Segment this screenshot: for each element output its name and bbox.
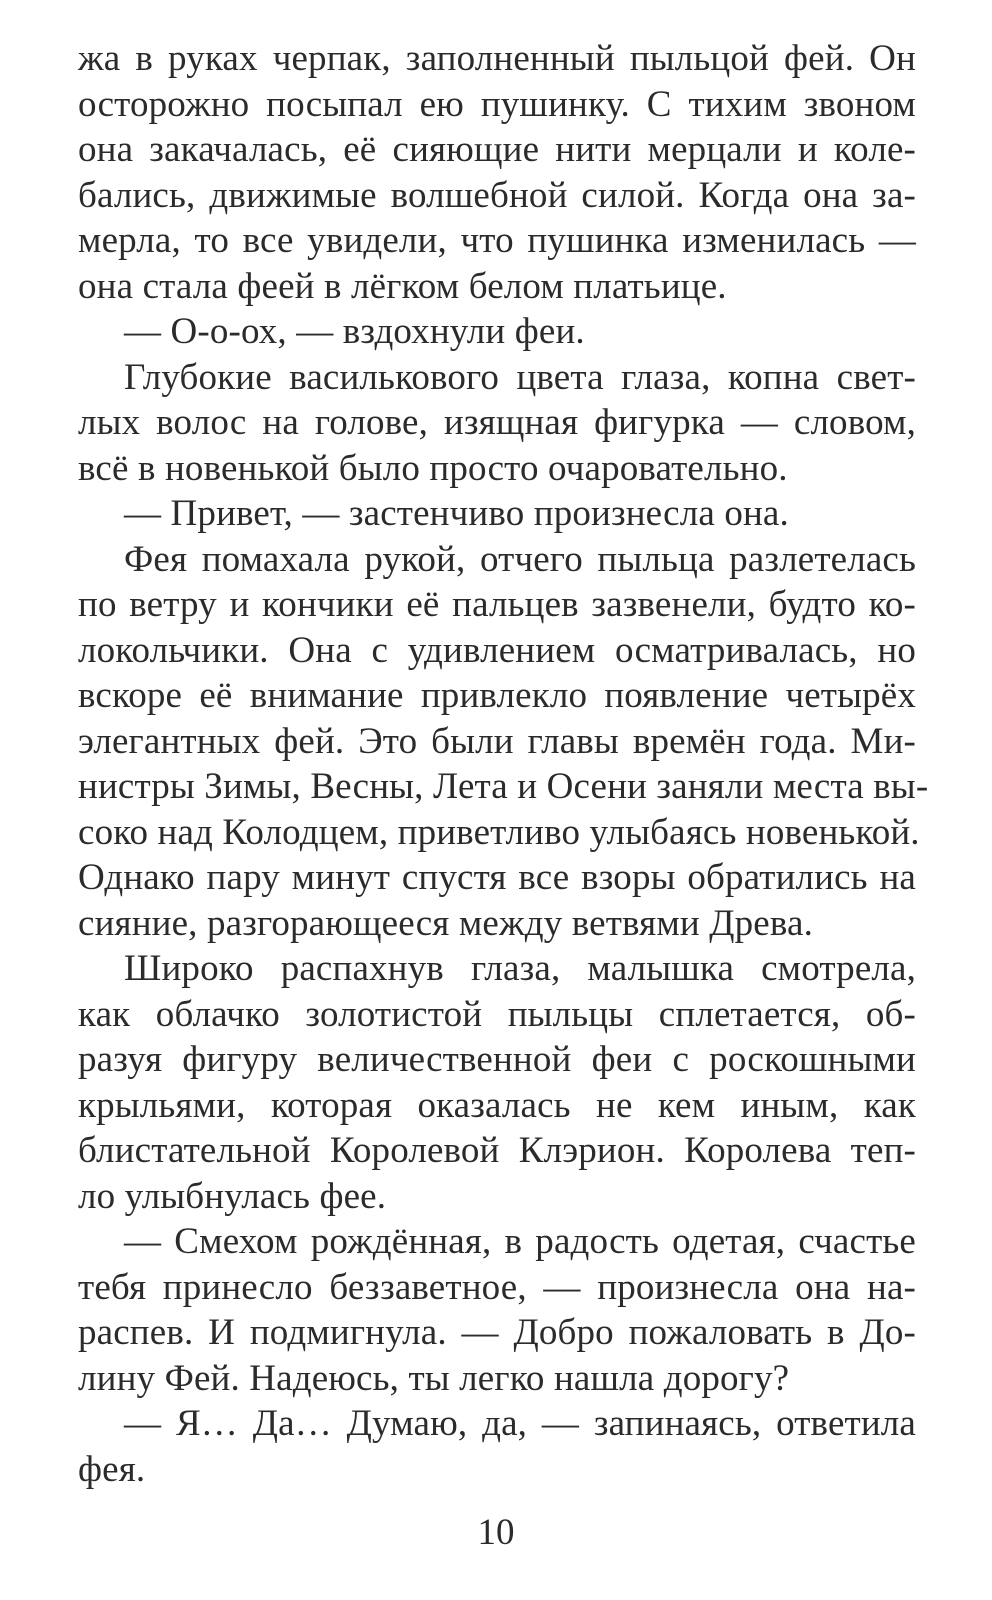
text-line: Широко распахнув глаза, малышка смотрела,	[124, 948, 916, 989]
text-line: вскоре её внимание привлекло появление четырёх	[78, 675, 916, 716]
page-number: 10	[477, 1512, 515, 1553]
text-line: распев. И подмигнула. — Добро пожаловать в До-	[78, 1312, 916, 1353]
text-line: сияние, разгорающееся между ветвями Древа.	[78, 902, 813, 944]
text-line: разуя фигуру величественной феи с роскошными	[78, 1039, 916, 1080]
text-line: — Привет, — застенчиво произнесла она.	[124, 493, 789, 534]
text-line: лых волос на голове, изящная фигурка — словом,	[78, 402, 916, 443]
text-line: Глубокие василькового цвета глаза, копна свет-	[124, 356, 916, 398]
text-line: ло улыбнулась фее.	[78, 1175, 387, 1217]
text-line: — Я… Да… Думаю, да, — запинаясь, ответила	[124, 1403, 916, 1444]
text-line: она стала феей в лёгком белом платьице.	[78, 265, 727, 307]
text-line: — Смехом рождённая, в радость одетая, счастье	[124, 1221, 916, 1262]
text-line: жа в руках черпак, заполненный пыльцой фей. Он	[78, 38, 916, 79]
text-line: Однако пару минут спустя все взоры обратились на	[78, 857, 916, 898]
text-line: — О-о-ох, — вздохнули феи.	[124, 311, 585, 352]
text-line: осторожно посыпал ею пушинку. С тихим звоном	[78, 83, 916, 125]
text-line: тебя принесло беззаветное, — произнесла она на-	[78, 1266, 916, 1308]
text-line: лину Фей. Надеюсь, ты легко нашла дорогу?	[78, 1357, 790, 1399]
text-line: мерла, то все увидели, что пушинка изменилась —	[78, 220, 916, 261]
text-line: она закачалась, её сияющие нити мерцали и коле-	[78, 129, 916, 170]
body-text	[78, 36, 929, 1492]
text-line: локольчики. Она с удивлением осматривалась, но	[78, 629, 916, 671]
text-line: Фея помахала рукой, отчего пыльца разлетелась	[124, 538, 916, 580]
text-line: бались, движимые волшебной силой. Когда она за-	[78, 174, 916, 216]
text-line: как облачко золотистой пыльцы сплетается, об-	[78, 993, 916, 1035]
text-line: соко над Колодцем, приветливо улыбаясь новенькой.	[78, 811, 920, 853]
text-line: нистры Зимы, Весны, Лета и Осени заняли места вы-	[78, 766, 929, 807]
text-line: блистательной Королевой Клэрион. Королева теп-	[78, 1130, 916, 1171]
text-line: по ветру и кончики её пальцев зазвенели, будто ко-	[78, 584, 916, 625]
text-line: всё в новенькой было просто очаровательно.	[78, 447, 788, 489]
text-line: элегантных фей. Это были главы времён года. Ми-	[78, 720, 916, 762]
text-line: фея.	[78, 1448, 146, 1490]
text-line: крыльями, которая оказалась не кем иным, как	[78, 1084, 916, 1126]
